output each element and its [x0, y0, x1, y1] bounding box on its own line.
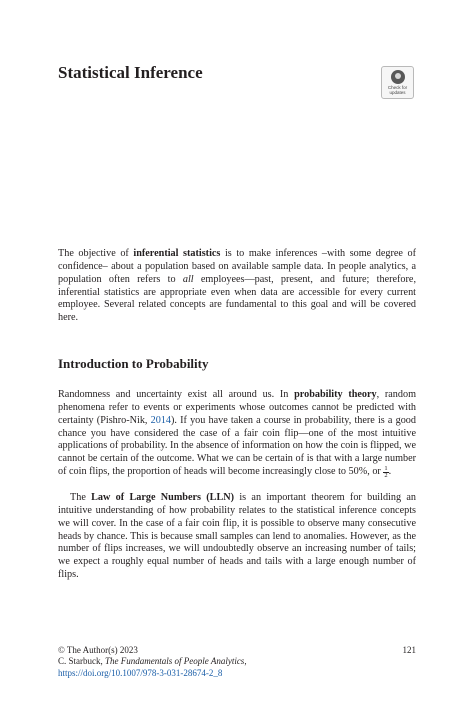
fraction-denominator: 2: [384, 472, 388, 480]
page-footer: [58, 645, 416, 679]
badge-text: [382, 85, 413, 95]
chapter-title: Statistical Inference: [58, 63, 203, 82]
intro-text: is to make inferences –with some degree of confidence– about a population based on available sample data. In people analytics, a population often refers to: [58, 248, 416, 285]
paragraph-text: Randomness and uncertainty exist all around us. In: [58, 389, 295, 400]
book-title: The Fundamentals of People Analytics: [105, 656, 245, 667]
check-for-updates-badge[interactable]: [381, 66, 414, 99]
book-citation: [58, 656, 416, 667]
paragraph-text: ). If you have taken a course in probability, there is a good chance you have considered the case of a fair coin flip—one of the most intuitive applications of probability. In the absence of information on how the coin is flipped, we cannot be certain of the outcome. What we can be certain of is that with a large number of coin flips, the proportion of heads will become increasingly close to 50%, or: [58, 414, 416, 478]
citation-link[interactable]: 2014: [150, 414, 172, 426]
intro-text: The objective of: [58, 248, 134, 259]
copyright-line: © The Author(s) 2023: [58, 645, 138, 655]
doi-link[interactable]: https://doi.org/10.1007/978-3-031-28674-2_8: [58, 667, 223, 678]
fraction-numerator: 1: [384, 465, 388, 473]
author-name: C. Starbuck,: [58, 656, 105, 667]
lln-paragraph: [58, 492, 416, 582]
term-law-of-large-numbers: Law of Large Numbers (LLN): [91, 492, 235, 503]
paragraph-text: .: [388, 466, 392, 478]
badge-line-1: Check for: [387, 85, 408, 90]
paragraph-text: is an important theorem for building an intuitive understanding of how probability relates to the statistical inference concepts we will cover. In the case of a fair coin flip, it is possible to observe many consecutive heads by chance. This is because small samples can lend to anomalies. However, as the number of flips increases, we will undoubtedly observe an increasing number of tails; we expect a roughly equal number of heads and tails with a large enough number of flips.: [58, 492, 416, 581]
badge-line-2: updates: [389, 90, 406, 95]
emphasis-all: all: [182, 273, 194, 285]
page-number: 121: [402, 645, 416, 655]
section-heading: Introduction to Probability: [58, 356, 209, 371]
update-check-icon: [391, 70, 405, 84]
citation-punctuation: ,: [244, 656, 247, 667]
term-probability-theory: probability theory: [294, 389, 377, 400]
paragraph-text: , random phenomena refer to events or experiments whose outcomes cannot be predicted with certainty (Pishro-Nik,: [58, 389, 417, 426]
paragraph-text: The: [70, 492, 92, 503]
intro-paragraph: [58, 248, 416, 325]
probability-paragraph: [58, 389, 416, 479]
term-inferential-statistics: inferential statistics: [133, 248, 221, 259]
intro-text: employees—past, present, and future; therefore, inferential statistics are appropriate even when data are accessible for every current employee. Several related concepts are fundamental to this goal and will be covered here.: [58, 273, 416, 324]
